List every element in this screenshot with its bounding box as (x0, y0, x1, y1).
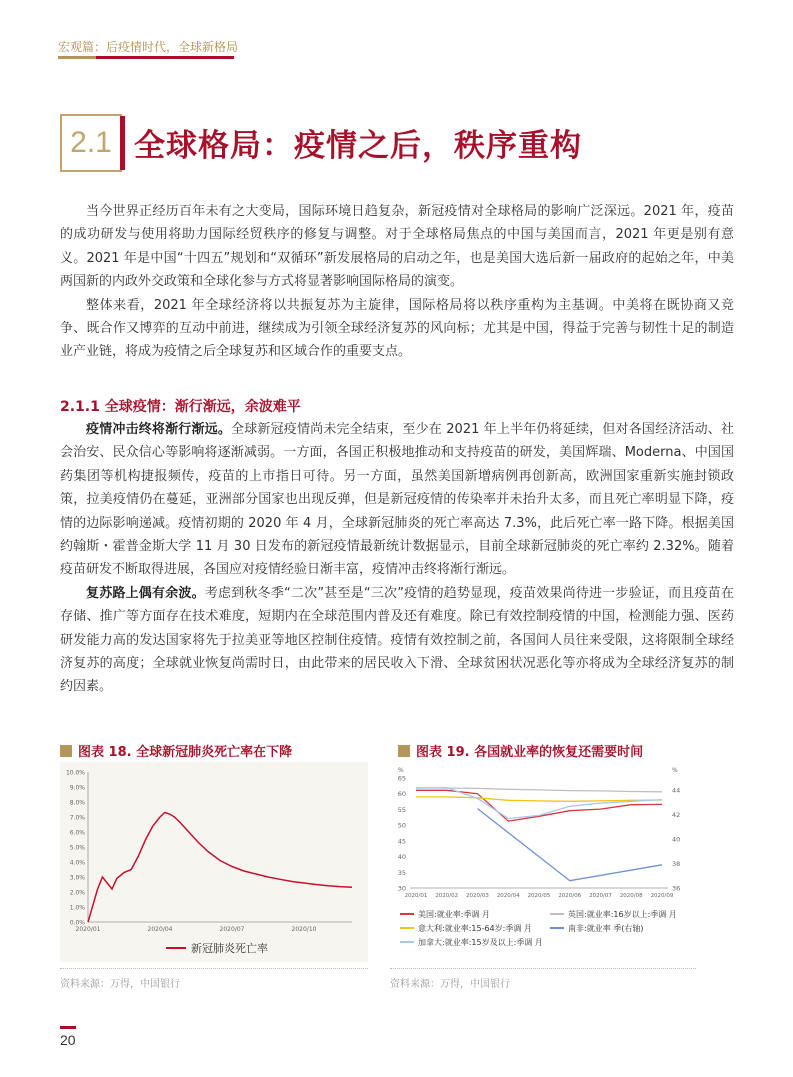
intro-text (60, 200, 734, 364)
figure-19-panel (390, 762, 696, 962)
y-tick-label: 4.0% (69, 859, 85, 867)
intro-paragraph-2: 整体来看，2021 年全球经济将以共振复苏为主旋律，国际格局将以秩序重构为主基调。中美将在既协商又竞争、既合作又博弈的互动中前进，继续成为引领全球经济复苏的风向标；尤其是中国，得益于完善与韧性十足的制造业产业链，将成为疫情之后全球复苏和区域合作的重要支点。 (60, 297, 734, 360)
y-tick-label: 45 (397, 837, 406, 846)
subsection-paragraph-1 (60, 418, 734, 582)
subsection-text (60, 418, 734, 699)
breadcrumb: 宏观篇：后疫情时代，全球新格局 (58, 40, 239, 54)
paragraph-body: 考虑到秋冬季“二次”甚至是“三次”疫情的趋势显现，疫苗效果尚待进一步验证，而且疫苗在存储、推广等方面存在技术难度，短期内在全球范围内普及还有难度。除已有效控制疫情的中国，检测能力强、医药研发能力高的发达国家将先于拉美亚等地区控制住疫情。疫情有效控制之前，各国间人员往来受限，这将限制全球经济复苏的高度；全球就业恢复尚需时日，由此带来的居民收入下滑、全球贫困状况恶化等亦将成为全球经济复苏的制约因素。 (60, 585, 734, 695)
y-tick-label: 0.0% (69, 919, 85, 927)
figure-18-title (60, 741, 292, 760)
y-tick-label: 10.0% (65, 769, 85, 777)
y-tick-label: 2.0% (69, 889, 85, 897)
figure-19-chart (390, 762, 696, 962)
legend-label: 新冠肺炎死亡率 (191, 942, 268, 955)
figure-18-source: 资料来源：万得，中国银行 (60, 979, 180, 990)
y-tick-label: 65 (397, 774, 406, 783)
series-line (416, 790, 662, 821)
legend-label: 英国:就业率:16岁以上:季调 月 (568, 910, 677, 919)
legend-label: 南非:就业率 季(右轴) (568, 924, 644, 933)
x-tick-label: 2020/05 (527, 893, 551, 899)
figure-19-title-text: 图表 19. 各国就业率的恢复还需要时间 (416, 745, 644, 760)
series-line (478, 809, 663, 881)
page-number: 20 (60, 1032, 76, 1048)
figure-19-source: 资料来源：万得，中国银行 (390, 979, 510, 990)
x-tick-label: 2020/02 (435, 893, 459, 899)
y2-tick-label: 40 (672, 835, 681, 844)
y-tick-label: 40 (397, 853, 406, 862)
y-tick-label: 9.0% (69, 784, 85, 792)
right-axis-unit: % (672, 767, 678, 774)
paragraph-body: 全球新冠疫情尚未完全结束，至少在 2021 年上半年仍将延续，但对各国经济活动、社会治安、民众信心等影响将逐渐减弱。一方面，各国正积极地推动和支持疫苗的研发，美国辉瑞、Moderna、中国国药集团等机构捷报频传，疫苗的上市指日可待。另一方面，虽然美国新增病例再创新高，欧洲国家重新实施封锁政策，拉美疫情仍在蔓延，亚洲部分国家也出现反弹，但是新冠疫情的传染率并未抬升太多，而且死亡率明显下降，疫情的边际影响递减。疫情初期的 2020 年 4 月，全球新冠肺炎的死亡率高达 7.3%，此后死亡率一路下降。根据美国约翰斯・霍普金斯大学 11 月 30 日发布的新冠疫情最新统计数据显示，目前全球新冠肺炎的死亡率约 2.32%。随着疫苗研发不断取得进展，各国应对疫情经验日渐丰富，疫情冲击终将渐行渐远。 (60, 422, 734, 578)
x-tick-label: 2020/01 (75, 926, 101, 933)
figure-18-chart (60, 762, 368, 962)
left-axis-unit: % (398, 767, 404, 774)
paragraph-lead: 复苏路上偶有余波。 (86, 585, 205, 601)
y-tick-label: 3.0% (69, 874, 85, 882)
legend-label: 意大利:就业率:15-64岁:季调 月 (418, 924, 532, 933)
legend-label: 美国:就业率:季调 月 (418, 910, 490, 919)
figure-marker (398, 745, 410, 757)
y2-tick-label: 36 (672, 884, 681, 893)
section-title: 全球格局：疫情之后，秩序重构 (134, 128, 582, 164)
y-tick-label: 30 (397, 884, 406, 893)
x-tick-label: 2020/07 (589, 893, 612, 899)
figure-19-title (398, 741, 643, 760)
y-tick-label: 60 (397, 790, 406, 799)
x-tick-label: 2020/03 (466, 893, 489, 899)
paragraph-lead: 疫情冲击终将渐行渐远。 (86, 422, 232, 437)
y2-tick-label: 42 (672, 811, 681, 820)
y-tick-label: 55 (397, 805, 406, 814)
x-tick-label: 2020/07 (219, 926, 245, 933)
figure-18-panel (60, 762, 368, 962)
section-number: 2.1 (60, 114, 122, 172)
x-tick-label: 2020/01 (404, 893, 428, 899)
y-tick-label: 8.0% (69, 799, 85, 807)
series-line (88, 813, 352, 923)
y-tick-label: 50 (397, 821, 406, 830)
series-line (416, 797, 662, 801)
y-tick-label: 5.0% (69, 844, 85, 852)
y2-tick-label: 38 (672, 860, 681, 869)
intro-paragraph-1: 当今世界正经历百年未有之大变局，国际环境日趋复杂，新冠疫情对全球格局的影响广泛深远。2021 年，疫苗的成功研发与使用将助力国际经贸秩序的修复与调整。对于全球格局焦点的中国与美国而言，2021 年更是别有意义。2021 年是中国“十四五”规划和“双循环”新发展格局的启动之年，也是美国大选后新一届政府的起始之年，中美两国新的内政外交政策和全球化参与方式将显著影响国际格局的演变。 (60, 204, 734, 290)
x-tick-label: 2020/08 (619, 893, 643, 899)
x-tick-label: 2020/10 (291, 926, 317, 933)
x-tick-label: 2020/04 (147, 926, 173, 933)
series-line (416, 788, 662, 819)
header-rule-gold (58, 56, 96, 59)
subsection-paragraph-2 (60, 582, 734, 699)
legend-label: 加拿大:就业率:15岁及以上:季调 月 (418, 938, 543, 947)
y-tick-label: 1.0% (69, 904, 85, 912)
x-tick-label: 2020/04 (496, 893, 520, 899)
page-number-bar (60, 1026, 76, 1029)
subsection-title: 2.1.1 全球疫情：渐行渐远，余波难平 (60, 399, 301, 415)
figure-18-title-text: 图表 18. 全球新冠肺炎死亡率在下降 (78, 745, 293, 760)
header-rule-red (96, 56, 234, 59)
y-tick-label: 35 (397, 868, 406, 877)
x-tick-label: 2020/06 (558, 893, 582, 899)
y-tick-label: 6.0% (69, 829, 85, 837)
source-rule (60, 968, 368, 969)
x-tick-label: 2020/09 (650, 893, 674, 899)
section-number-bar (120, 116, 125, 170)
figure-marker (60, 745, 72, 757)
y-tick-label: 7.0% (69, 814, 85, 822)
source-rule (390, 968, 696, 969)
y2-tick-label: 44 (672, 786, 681, 795)
